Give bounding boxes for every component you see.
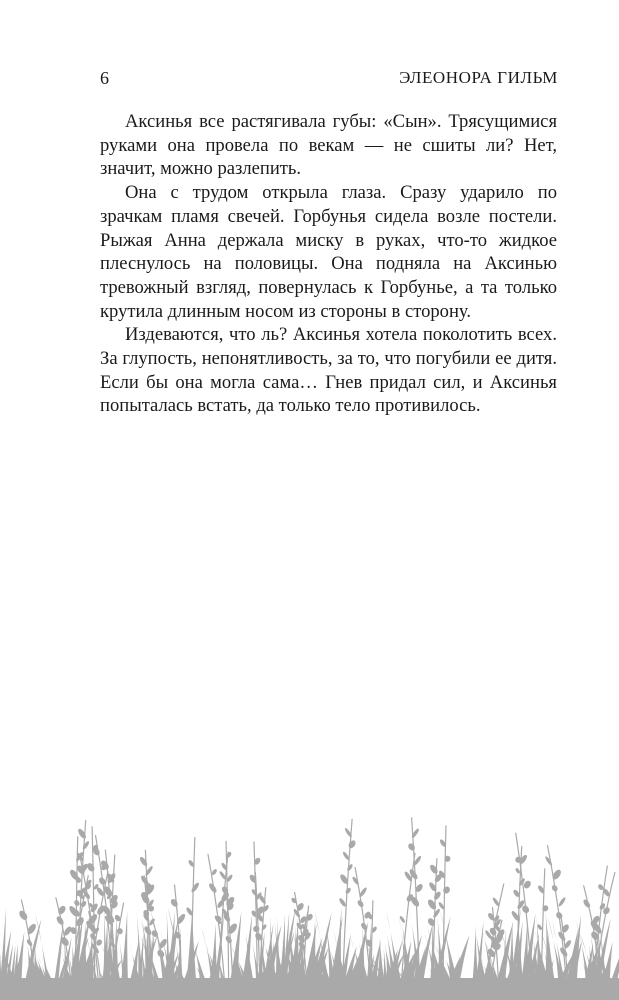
seed-head	[345, 887, 352, 895]
seed-head	[346, 863, 353, 871]
grass-illustration	[0, 800, 619, 1000]
seed-head	[18, 909, 29, 921]
page-number: 6	[100, 68, 109, 88]
seed-head	[139, 856, 149, 867]
seed-head	[82, 840, 91, 850]
seed-head	[351, 876, 359, 886]
seed-head	[442, 885, 451, 895]
grass-stalk	[443, 826, 446, 982]
paragraph: Издеваются, что ль? Аксинья хотела поколотить всех. За глупость, непонятливость, за то, что погубили ее дитя. Если бы она могла сама… Гнев придал сил, и Аксинья попыталась встать, да только тело противилось.	[100, 324, 557, 417]
seed-head	[116, 927, 124, 935]
seed-head	[443, 855, 451, 864]
running-head-author: ЭЛЕОНОРА ГИЛЬМ	[399, 68, 558, 87]
seed-head	[544, 856, 553, 867]
seed-head	[551, 884, 559, 893]
seed-head	[338, 897, 347, 907]
seed-head	[433, 891, 442, 901]
paragraph: Она с трудом открыла глаза. Сразу ударило по зрачкам пламя свечей. Горбунья сидела возле постели. Рыжая Анна держала миску в руках, что-то жидкое плеснулось на половицы. Она подняла на Аксинью тревожный взгляд, повернулась к Горбунье, а та только крутила длинным носом из стороны в сторону.	[100, 182, 557, 322]
seed-head	[407, 842, 416, 852]
seed-head	[558, 897, 567, 908]
grass-blade	[472, 926, 478, 982]
seed-head	[169, 898, 179, 908]
seed-head	[555, 911, 564, 920]
seed-head	[541, 904, 549, 912]
seed-head	[156, 949, 166, 959]
body-text	[100, 110, 557, 418]
seed-head	[190, 882, 200, 894]
paragraph: Аксинья все растягивала губы: «Сын». Трясущимися руками она провела по векам — не сшиты ли? Нет, значит, можно разлепить.	[100, 111, 557, 180]
seed-head	[429, 863, 440, 875]
seed-head	[347, 839, 357, 849]
seed-head	[432, 908, 441, 919]
seed-head	[426, 898, 437, 911]
